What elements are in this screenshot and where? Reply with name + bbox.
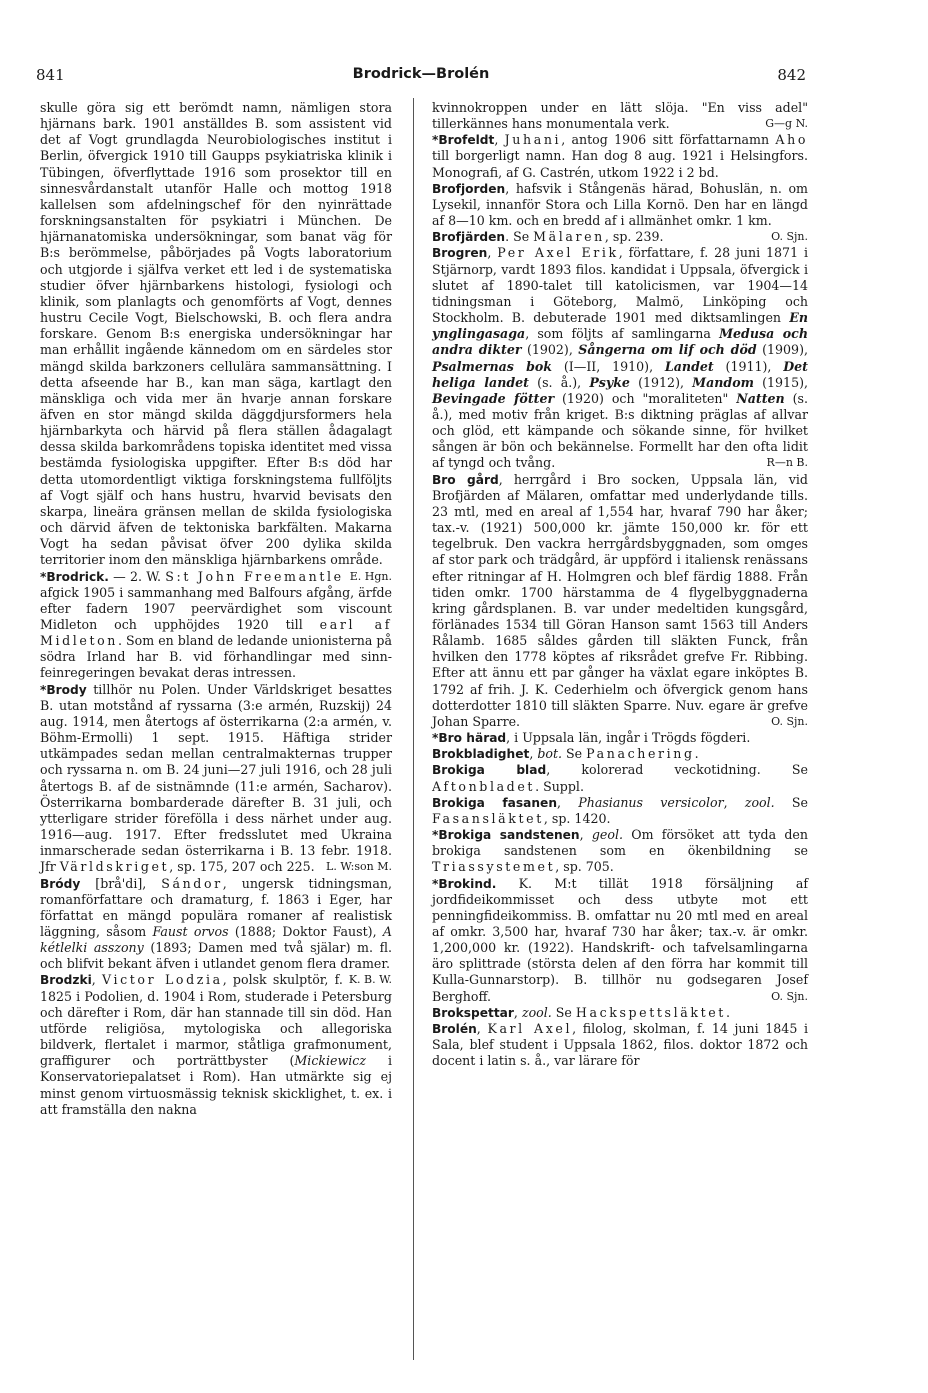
headword: *Brokind. <box>432 876 497 891</box>
cross-reference: Triassystemet <box>432 859 556 875</box>
entry-continuation: kvinnokroppen under en lätt slöja. "En viss adel" tillerkännes hans monumentala verk. G—g N. <box>432 100 808 132</box>
headword: Brokiga blad <box>432 763 547 778</box>
author-signature: L. W:son M. <box>326 860 392 874</box>
page-header <box>36 66 806 90</box>
author-signature: G—g N. <box>765 117 808 131</box>
headword: Bródy <box>40 876 81 891</box>
cross-reference: Fasansläktet <box>432 810 544 826</box>
cross-reference: Panachering <box>586 746 695 762</box>
headword: Bro gård <box>432 472 499 487</box>
entry-continuation: skulle göra sig ett berömdt namn, nämligen stora hjärnans bark. 1901 anställdes B. som assistent vid det af Vogt grundlagda Neurobiologisches institut i Berlin, öfvergick 1910 till Gaupps psykiatriska klinik i Tübingen, öfverflyttade 1916 som prosektor till en sinnesvårdanstalt utanför Halle och mottog 1918 kallelsen som afdelningschef för den nyinrättade forskningsanstalten för psykiatri i München. De hjärnanatomiska undersökningar, som banat väg för B:s berömmelse, påbörjades på Vogts laboratorium och utgjorde i själfva verket ett led i de systematiska studier öfver hjärnbarkens histologi, fysiologi och klinik, som planlagts och genomförts af Vogt, dennes hustru Cecile Vogt, Bielschowski, B. och flera andra forskare. Genom B:s energiska undersökningar har man erhållit ingående kännedom om en särdeles stor mängd skilda barkzoners cellulära sammansättning. I detta afseende har B., kan man säga, kartlagt den mänskliga och vida mer än hvarje annan forskare äfven en stor mängd skilda däggdjursformers hela hjärnbarkyta och härvid på flera ställen ådagalagt dessa skilda barkområdens topiska identitet med vissa bestämda fysiologiska uppgifter. Efter B:s död har detta utomordentligt viktiga forskningstema fullföljts af Vogt själf och hans hustru, hvarvid bevisats den skarpa, lineära gränsen mellan de skilda fysiologiska och därvid äfven de tektoniska barkfälten. Makarna Vogt ha sedan påvisat öfver 200 dylika skilda territorier inom den mänskliga hjärnbarkens område. E. Hgn. <box>40 100 392 569</box>
entry-brody: *Brody tillhör nu Polen. Under Världskriget besattes B. utan motstånd af ryssarna (3:e armén, Ruzskij) 24 aug. 1914, men återtogs af österrikarna (2:a armén, v. Böhm-Ermolli) 1 sept. 1915. Häftiga strider utkämpades sedan mellan centralmakternas trupper och ryssarna n. om B. 24 juni—27 juli 1916, och 28 juli återtogs B. af de sistnämnde (11:e armén, Sacharov). Österrikarna bombarderade därefter B. 31 juli, och ytterligare strider förefölla i dess närhet under aug. 1916—aug. 1917. Efter fredsslutet med Ukraina inmarscherade sedan österrikarna i B. 13 febr. 1918. Jfr Världskriget, sp. 175, 207 och 225. L. W:son M. <box>40 681 392 875</box>
cross-reference: Världskriget <box>59 859 170 875</box>
headword: *Brody <box>40 682 87 697</box>
headword: *Brodrick. <box>40 569 109 584</box>
entry-brokiga-fasanen: Brokiga fasanen, Phasianus versicolor, zool. Se Fasansläktet, sp. 1420. <box>432 794 808 826</box>
headword: *Bro härad <box>432 731 507 746</box>
entry-brokspettar: Brokspettar, zool. Se Hackspettsläktet. <box>432 1004 730 1020</box>
headword: Brokbladighet <box>432 747 530 762</box>
entry-brokiga-sandstenen: *Brokiga sandstenen, geol. Om försöket att tyda den brokiga sandstenen som en ökenbildning se Triassystemet, sp. 705. <box>432 827 808 875</box>
page-number-right: 842 <box>777 66 806 84</box>
entry-brodrick: *Brodrick. — 2. W. S:t John Freemantle afgick 1905 i sammanhang med Balfours afgång, ärfde efter fadern 1907 peervärdighet som viscount Midleton och upphöjdes 1920 till earl af Midleton. Som en bland de ledande unionisterna på södra Irland har B. vid förhandlingar med sinn-feinregeringen bevakat deras intressen. <box>40 568 392 681</box>
author-signature: E. Hgn. <box>349 569 392 583</box>
author-signature: R—n B. <box>766 456 808 470</box>
author-signature: O. Sjn. <box>771 714 808 728</box>
headword: Brogren <box>432 246 488 261</box>
entry-brolen: Brolén, Karl Axel, filolog, skolman, f. 14 juni 1845 i Sala, blef student i Uppsala 1862, filos. doktor 1872 och docent i latin s. å., var lärare för <box>432 1020 808 1069</box>
headword: Brokspettar <box>432 1005 514 1020</box>
entry-brody-sandor: Bródy [brå'di], Sándor, ungersk tidningsman, romanförfattare och dramaturg, f. 1863 i Eger, har författat en mängd populära romaner af realistisk läggning, såsom Faust orvos (1888; Doktor Faust), A kétlelki asszony (1893; Damen med två själar) m. fl. och blifvit bekant äfven i utlandet genom flera dramer. K. B. W. <box>40 876 392 973</box>
page-number-left: 841 <box>36 66 65 84</box>
headword: Brokiga fasanen <box>432 795 557 810</box>
author-signature: O. Sjn. <box>771 989 808 1003</box>
entry-brokbladighet: Brokbladighet, bot. Se Panachering. <box>432 746 699 762</box>
entry-brokiga-blad: Brokiga blad, kolorerad veckotidning. Se Aftonbladet. Suppl. <box>432 762 809 794</box>
headword: *Brofeldt <box>432 133 495 148</box>
headword: *Brokiga sandstenen <box>432 828 580 843</box>
author-signature: K. B. W. <box>348 973 392 987</box>
cross-reference: Aftonbladet <box>432 778 536 794</box>
cross-reference: Mälaren <box>533 229 605 245</box>
headword: Brofjorden <box>432 181 506 196</box>
headword: Brofjärden <box>432 230 506 245</box>
cross-reference: Hackspettsläktet <box>575 1004 726 1020</box>
entry-bro-harad: *Bro härad, i Uppsala län, ingår i Trögds fögderi. <box>432 730 751 746</box>
column-left <box>40 100 392 1118</box>
entry-brofjorden: Brofjorden, hafsvik i Stångenäs härad, Bohuslän, n. om Lysekil, innanför Stora och Lilla Kornö. Den har en längd af 8—10 km. och en bredd af i allmänhet omkr. 1 km. O. Sjn. <box>432 181 808 229</box>
entry-brofeldt: *Brofeldt, Juhani, antog 1906 sitt författarnamn Aho till borgerligt namn. Han dog 8 aug. 1921 i Helsingfors. Monografi, af G. Castrén, utkom 1922 i 2 bd. <box>432 132 809 180</box>
entry-brofjarden: Brofjärden. Se Mälaren, sp. 239. <box>432 229 664 245</box>
entry-brokind: *Brokind. K. M:t tillät 1918 försäljning af jordfideikommisset och dess utbyte mot ett penningfideikommiss. B. omfattar nu 20 mtl med en areal af omkr. 3,500 har, hvaraf 730 har åker; tax.-v. är omkr. 1,200,000 kr. (1922). Handskrift- och tafvelsamlingarna äro splittrade (största delen af den förra har kommit till Kulla-Gunnarstorp). B. tillhör nu godsegaren Josef Berghoff. O. Sjn. <box>432 875 808 1004</box>
column-divider <box>413 98 414 1360</box>
author-signature: O. Sjn. <box>771 230 808 244</box>
entry-brodzki: Brodzki, Victor Lodzia, polsk skulptör, f. 1825 i Podolien, d. 1904 i Rom, studerade i Petersburg och därefter i Rom, där han stannade till sin död. Han utförde religiösa, mytologiska och allegoriska bildverk, flertalet i marmor, ståtliga grafmonument, graffigurer och porträttbyster (Mickiewicz i Konservatoriepalatset i Rom). Han utmärkte sig ej minst genom virtuosmässig teknisk skicklighet, t. ex. i att framställa den nakna <box>40 972 392 1117</box>
running-head: Brodrick—Brolén <box>352 66 490 82</box>
column-right <box>432 100 808 1069</box>
entry-brogren: Brogren, Per Axel Erik, författare, f. 28 juni 1871 i Stjärnorp, vardt 1893 filos. kandidat i Uppsala, öfvergick i slutet af 1890-talet till katolicismen, var 1904—14 tidningsman i Göteborg, Malmö, Linköping och Stockholm. B. debuterade 1901 med diktsamlingen En ynglingasaga, som följts af samlingarna Medusa och andra dikter (1902), Sångerna om lif och död (1909), Psalmernas bok (I—II, 1910), Landet (1911), Det heliga landet (s. å.), Psyke (1912), Mandom (1915), Bevingade fötter (1920) och "moraliteten" Natten (s. å.), med motiv från kriget. B:s diktning präglas af allvar och glöd, ett kämpande och sökande sinne, för hvilket sången är bön och bekännelse. Formellt har den ofta lidit af tyngd och tvång. R—n B. <box>432 245 809 471</box>
headword: Brolén <box>432 1021 477 1036</box>
headword: Brodzki <box>40 973 92 988</box>
entry-bro-gard: Bro gård, herrgård i Bro socken, Uppsala län, vid Brofjärden af Mälaren, omfattar med underlydande tills. 23 mtl, med en areal af 1,554 har, hvaraf 790 har åker; tax.-v. (1921) 500,000 kr. jämte 150,000 kr. för ett tegelbruk. Den vackra herrgårdsbyggnaden, som omges af stor park och trädgård, är uppförd i italiensk renässans efter ritningar af H. Holmgren och blef färdig 1888. Från tiden omkr. 1700 härstamma de 4 flygelbyggnaderna kring gårdsplanen. B. var under medeltiden kungsgård, förlänades 1534 till Göran Hanson samt 1563 till Anders Rålamb. 1685 såldes gården till släkten Funck, från hvilken den 1778 köptes af riksrådet grefve Fr. Ribbing. Efter att ännu ett par gånger ha växlat egare inköptes B. 1792 af frih. J. K. Cederhielm och öfvergick genom hans dotterdotter 1810 till släkten Sparre. Nuv. egare är grefve Johan Sparre. O. Sjn. <box>432 471 808 729</box>
